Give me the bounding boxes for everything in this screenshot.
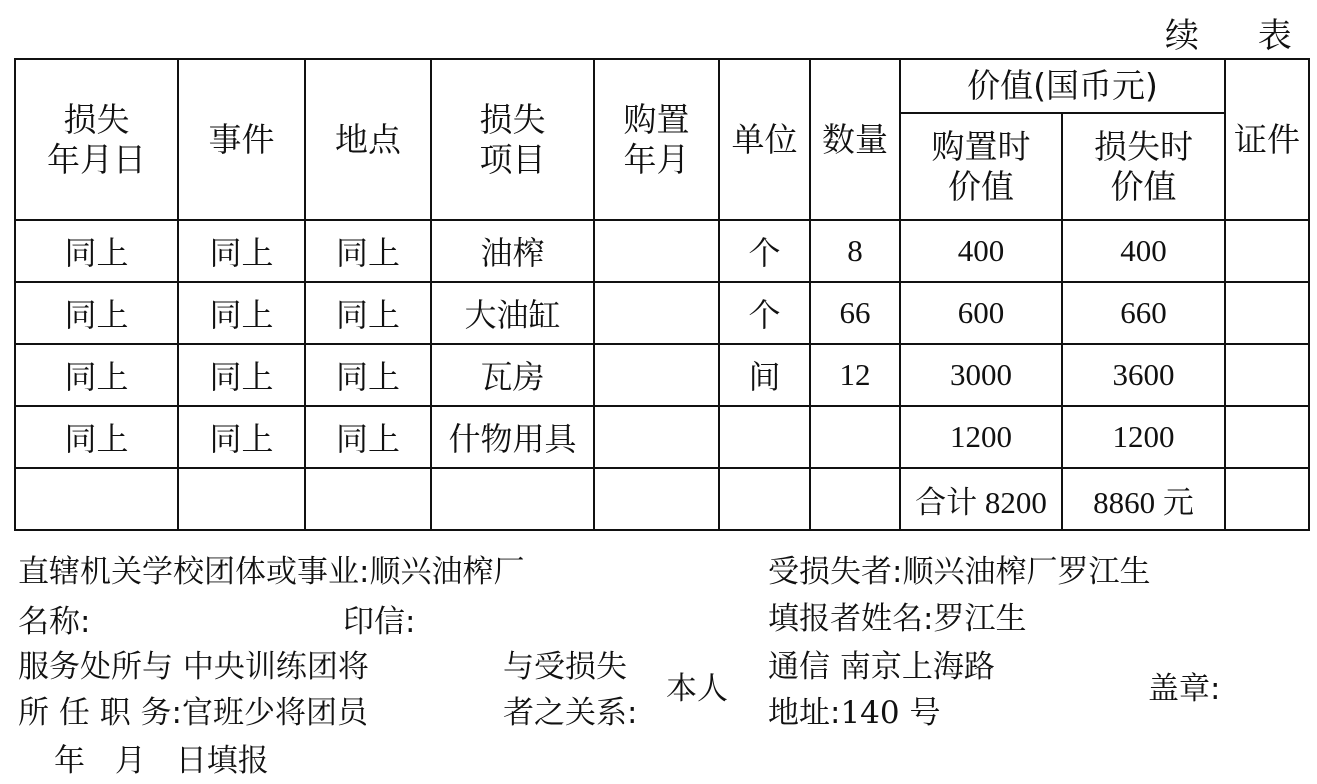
cell-unit: 个	[719, 282, 810, 344]
cell-qty: 12	[810, 344, 900, 406]
position-label: 所 任 职 务:	[18, 695, 183, 731]
header-loss-item: 损失 项目	[431, 59, 594, 220]
cell-buy-value: 600	[900, 282, 1062, 344]
cell-qty: 8	[810, 220, 900, 282]
reporter-value: 罗江生	[933, 601, 1027, 637]
header-loss-date: 损失 年月日	[15, 59, 178, 220]
cell-proof	[1225, 220, 1309, 282]
header-location: 地点	[305, 59, 431, 220]
cell-item: 瓦房	[431, 344, 594, 406]
cell-loss-value: 3600	[1062, 344, 1225, 406]
cell-purchased	[594, 406, 719, 468]
relation-label-1: 与受损失	[503, 649, 627, 685]
cell-place: 同上	[305, 344, 431, 406]
cell-empty	[1225, 468, 1309, 530]
cell-event: 同上	[178, 220, 305, 282]
table-row	[15, 282, 1309, 344]
cell-buy-value: 1200	[900, 406, 1062, 468]
table-row	[15, 220, 1309, 282]
table-row	[15, 344, 1309, 406]
total-loss-value: 8860 元	[1062, 468, 1225, 530]
name-label: 名称:	[18, 604, 91, 640]
cell-empty	[15, 468, 178, 530]
office-line	[18, 648, 369, 686]
cell-empty	[594, 468, 719, 530]
loss-table	[14, 58, 1310, 531]
relation-label-2: 者之关系:	[503, 695, 638, 731]
victim-label: 受损失者:	[768, 554, 903, 590]
cell-buy-value: 3000	[900, 344, 1062, 406]
address-label-2: 地址:	[768, 695, 841, 731]
cell-loss-value: 400	[1062, 220, 1225, 282]
victim-line	[768, 553, 1150, 591]
cell-unit	[719, 406, 810, 468]
date-filled-line: 年 月 日填报	[54, 743, 269, 779]
cell-date: 同上	[15, 406, 178, 468]
continued-label: 续 表	[1165, 16, 1316, 56]
org-line	[18, 553, 524, 591]
cell-loss-value: 660	[1062, 282, 1225, 344]
cell-item: 油榨	[431, 220, 594, 282]
address-line-2	[768, 694, 940, 732]
org-value: 顺兴油榨厂	[369, 554, 525, 590]
cell-empty	[431, 468, 594, 530]
cell-item: 大油缸	[431, 282, 594, 344]
cell-purchased	[594, 282, 719, 344]
cell-empty	[178, 468, 305, 530]
cell-event: 同上	[178, 344, 305, 406]
cell-empty	[719, 468, 810, 530]
cell-date: 同上	[15, 282, 178, 344]
org-label: 直辖机关学校团体或事业:	[18, 554, 370, 590]
header-value-group: 价值(国币元)	[900, 59, 1225, 113]
seal-label: 印信:	[343, 604, 416, 640]
cell-date: 同上	[15, 220, 178, 282]
header-purchase-date: 购置 年月	[594, 59, 719, 220]
cell-proof	[1225, 282, 1309, 344]
cell-unit: 个	[719, 220, 810, 282]
header-proof: 证件	[1225, 59, 1309, 220]
cell-buy-value: 400	[900, 220, 1062, 282]
header-value-at-purchase: 购置时 价值	[900, 113, 1062, 220]
address-value-1: 南京上海路	[839, 649, 995, 685]
cell-item: 什物用具	[431, 406, 594, 468]
cell-qty: 66	[810, 282, 900, 344]
cell-place: 同上	[305, 282, 431, 344]
position-line	[18, 694, 368, 732]
header-value-at-loss: 损失时 价值	[1062, 113, 1225, 220]
cell-unit: 间	[719, 344, 810, 406]
cell-empty	[810, 468, 900, 530]
address-label-1: 通信	[768, 649, 830, 685]
header-unit: 单位	[719, 59, 810, 220]
table-row	[15, 406, 1309, 468]
position-value: 官班少将团员	[182, 695, 369, 731]
address-value-2: 140 号	[840, 695, 941, 731]
victim-value: 顺兴油榨厂罗江生	[902, 554, 1151, 590]
cell-purchased	[594, 344, 719, 406]
totals-row	[15, 468, 1309, 530]
cell-event: 同上	[178, 406, 305, 468]
cell-date: 同上	[15, 344, 178, 406]
cell-place: 同上	[305, 220, 431, 282]
cell-place: 同上	[305, 406, 431, 468]
cell-purchased	[594, 220, 719, 282]
reporter-label: 填报者姓名:	[768, 601, 934, 637]
cell-empty	[305, 468, 431, 530]
stamp-label: 盖章:	[1148, 671, 1221, 707]
office-value: 中央训练团将	[182, 649, 369, 685]
cell-loss-value: 1200	[1062, 406, 1225, 468]
total-buy-value: 合计 8200	[900, 468, 1062, 530]
cell-proof	[1225, 406, 1309, 468]
address-line-1	[768, 648, 995, 686]
office-label: 服务处所与	[18, 649, 173, 685]
reporter-line	[768, 600, 1026, 638]
cell-proof	[1225, 344, 1309, 406]
header-quantity: 数量	[810, 59, 900, 220]
cell-event: 同上	[178, 282, 305, 344]
header-event: 事件	[178, 59, 305, 220]
relation-value: 本人	[666, 671, 728, 707]
cell-qty	[810, 406, 900, 468]
